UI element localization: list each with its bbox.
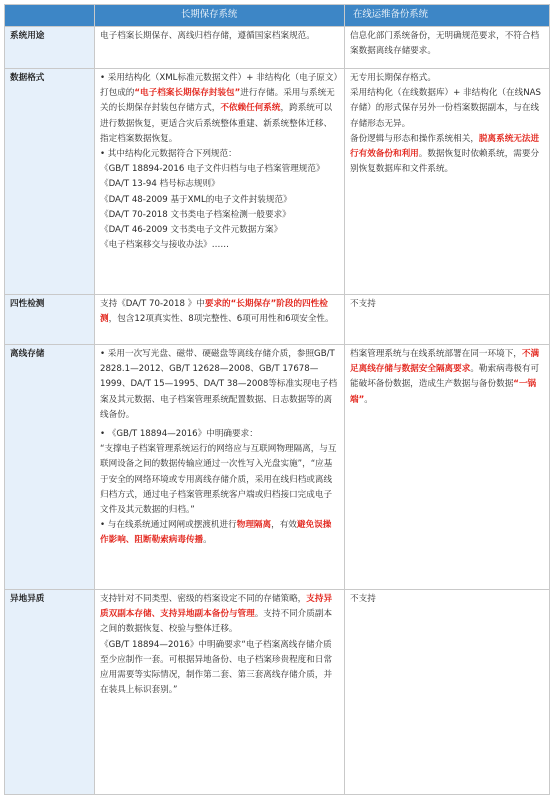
cell-text: 《电子档案移交与接收办法》…… [100, 240, 229, 251]
cell-text: • 与在线系统通过网闸或摆渡机进行 [100, 520, 237, 531]
cell-text: 。支持不同介质副本之间的数据恢复、校验与整体迁移。 [100, 609, 333, 635]
cell-text: • 采用一次写光盘、磁带、硬磁盘等离线存储介质，参照GB/T 2828.1—2012、GB/T 12628—2008、GB/T 17678—1999、DA/T 15—1995、DA/T 38—2008等标准实现电子档案及其元数据、电子档案管理系统配置数据、日志数据等的离线备份。 [100, 349, 338, 420]
highlight-text: “一锅端” [350, 379, 537, 405]
cell-text: 。 [364, 394, 373, 405]
table-row [5, 295, 550, 345]
table-row [5, 27, 550, 69]
cell-text: ，有效 [271, 520, 297, 531]
cell-text: 采用结构化（在线数据库）+ 非结构化（在线NAS存储）的形式保存另外一份档案数据副本，与在线存储形态无异。 [350, 88, 541, 129]
online-backup-cell [345, 69, 550, 295]
online-backup-cell [345, 345, 550, 590]
cell-text: • 《GB/T 18894—2016》中明确要求： [100, 429, 258, 440]
cell-text: 支持《DA/T 70-2018 》中 [100, 299, 205, 309]
row-label: 四性检测 [5, 295, 95, 345]
cell-text: ，跨系统可以进行数据恢复，更适合灾后系统整体重建、新系统整体迁移、指定档案数据恢复。 [100, 103, 333, 144]
cell-text: 。勒索病毒极有可能破坏备份数据，造成生产数据与备份数据 [350, 364, 540, 390]
cell-text: 档案管理系统与在线系统部署在同一环境下， [350, 349, 522, 359]
highlight-text: 不满足离线存储与数据安全隔离要求 [350, 349, 540, 375]
row-label: 系统用途 [5, 27, 95, 69]
cell-text: 《DA/T 48-2009 基于XML的电子文件封装规范》 [100, 194, 292, 205]
highlight-text: 物理隔离 [236, 520, 272, 531]
cell-text: 备份逻辑与形态和操作系统相关， [350, 133, 479, 144]
long-term-cell [95, 590, 345, 795]
comparison-table [4, 4, 550, 795]
header-corner-cell [5, 5, 95, 27]
long-term-cell [95, 345, 345, 590]
cell-text: • 其中结构化元数据符合下列规范： [100, 149, 237, 160]
cell-text: 进行存储。采用与系统无关的长期保存封装包存储方式， [100, 88, 335, 114]
table-row [5, 590, 550, 795]
highlight-text: 支持异质双副本存储、支持异地副本备份与管理 [100, 594, 333, 620]
cell-text: 无专用长期保存格式。 [350, 73, 436, 83]
cell-text: 不支持 [350, 299, 376, 309]
header-long-term-system: 长期保存系统 [95, 5, 345, 27]
cell-text: 。 [203, 535, 212, 546]
cell-text: 不支持 [350, 594, 376, 604]
cell-text: 电子档案长期保存、离线归档存储，遵循国家档案规范。 [100, 31, 315, 41]
highlight-text: 不依赖任何系统 [220, 103, 281, 114]
long-term-cell [95, 69, 345, 295]
cell-text: “支撑电子档案管理系统运行的网络应与互联网物理隔离，与互联网设备之间的数据传输应通过一次性写入光盘实施”，“应基于安全的网络环境或专用离线存储介质，采用在线归档或离线归档方式，通过电子档案管理系统客户端或归档接口完成电子文件及其元数据的归档。” [100, 444, 337, 516]
online-backup-cell [345, 27, 550, 69]
online-backup-cell [345, 590, 550, 795]
paragraph-gap [100, 423, 339, 427]
cell-text: 《GB/T 18894-2016 电子文件归档与电子档案管理规范》《DA/T 13-94 档号标志规则》 [100, 164, 325, 190]
highlight-text: 脱离系统无法进行有效备份和利用 [350, 133, 540, 160]
row-label: 数据格式 [5, 69, 95, 295]
cell-text: 信息化部门系统备份，无明确规范要求，不符合档案数据离线存储要求。 [350, 31, 540, 57]
highlight-text: 要求的“长期保存”阶段的四性检测 [100, 299, 328, 325]
cell-text: 《DA/T 70-2018 文书类电子档案检测一般要求》 [100, 209, 291, 220]
long-term-cell [95, 27, 345, 69]
cell-text: 。数据恢复时依赖系统，需要分别恢复数据库和文件系统。 [350, 149, 540, 175]
cell-text: 《DA/T 46-2009 文书类电子文件元数据方案》 [100, 225, 283, 236]
cell-text: 《GB/T 18894—2016》中明确要求“电子档案离线存储介质至少应制作一套。可根据异地备份、电子档案珍贵程度和日常应用需要等实际情况，制作第二套、第三套离线存储介质，并在装具上标识套别。” [100, 639, 333, 696]
long-term-cell [95, 295, 345, 345]
cell-text: • 采用结构化（XML标准元数据文件）+ 非结构化（电子原文）打包成的 [100, 73, 338, 99]
header-online-backup-system: 在线运维备份系统 [345, 5, 550, 27]
highlight-text: 避免误操作影响、阻断勒索病毒传播 [100, 520, 332, 546]
cell-text: ，包含12项真实性、8项完整性、6项可用性和6项安全性。 [108, 314, 334, 325]
table-row [5, 345, 550, 590]
row-label: 离线存储 [5, 345, 95, 590]
table-header-row [5, 5, 550, 27]
cell-text: 支持针对不同类型、密级的档案设定不同的存储策略， [100, 594, 307, 604]
online-backup-cell [345, 295, 550, 345]
row-label: 异地异质 [5, 590, 95, 795]
highlight-text: “电子档案长期保存封装包” [134, 88, 241, 99]
table-row [5, 69, 550, 295]
